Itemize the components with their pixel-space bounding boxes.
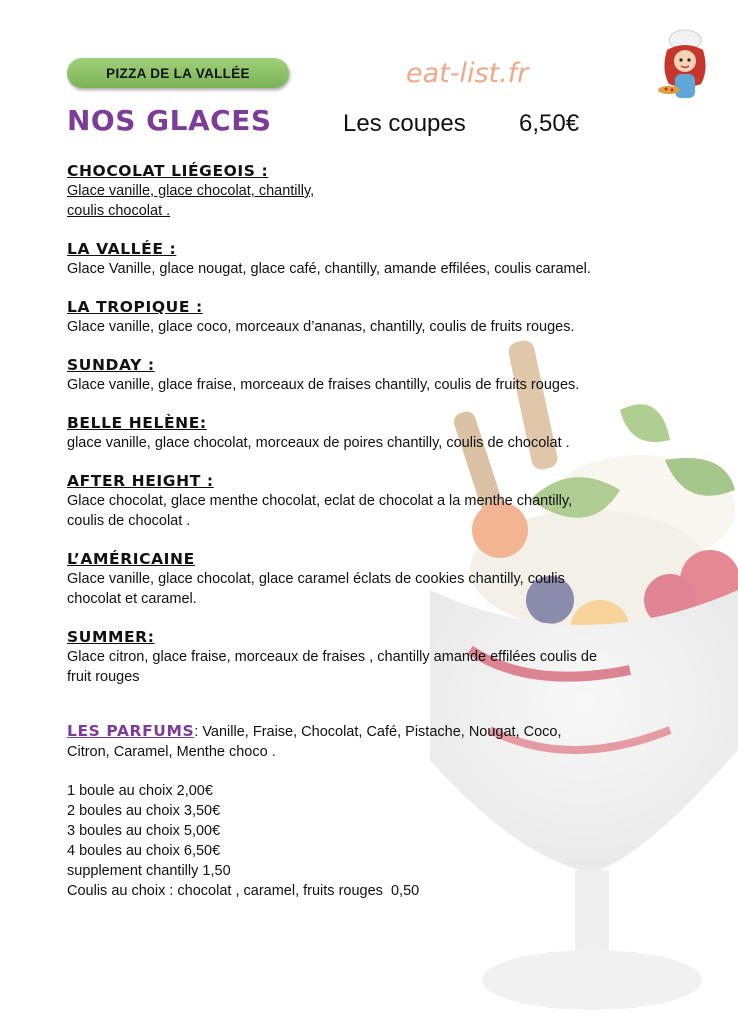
flavors-list-continued: Citron, Caramel, Menthe choco .	[67, 744, 276, 760]
flavors-label: LES PARFUMS	[67, 722, 195, 740]
flavors-list: : Vanille, Fraise, Chocolat, Café, Pistache, Nougat, Coco,	[194, 724, 562, 740]
section-title: SUNDAY :	[67, 356, 155, 374]
chef-mascot-icon	[655, 28, 713, 104]
price-line: 2 boules au choix 3,50€	[67, 803, 221, 819]
section-title: LA VALLÉE :	[67, 240, 177, 258]
section-title: BELLE HELÈNE:	[67, 414, 207, 432]
menu-section	[67, 161, 677, 221]
coupe-price: 6,50€	[519, 110, 580, 137]
section-description: coulis de chocolat .	[67, 513, 191, 529]
flavors-block	[67, 721, 667, 762]
restaurant-name-badge: PIZZA DE LA VALLÉE	[67, 58, 289, 88]
section-title: SUMMER:	[67, 628, 155, 646]
section-description: Glace citron, glace fraise, morceaux de fraises , chantilly amande effilées coulis de	[67, 649, 598, 665]
section-description: Glace vanille, glace chocolat, chantilly,	[67, 183, 315, 199]
section-description: Glace Vanille, glace nougat, glace café, chantilly, amande effilées, coulis caramel.	[67, 261, 591, 277]
section-description: fruit rouges	[67, 669, 140, 685]
menu-section	[67, 471, 677, 531]
price-line: 1 boule au choix 2,00€	[67, 783, 213, 799]
section-title: L’AMÉRICAINE	[67, 550, 195, 568]
page-title: NOS GLACES	[67, 104, 272, 137]
menu-section	[67, 355, 677, 395]
section-description: chocolat et caramel.	[67, 591, 197, 607]
section-description: coulis chocolat .	[67, 203, 171, 219]
menu-section	[67, 627, 677, 687]
page-subtitle: Les coupes	[343, 110, 466, 137]
section-description: Glace vanille, glace fraise, morceaux de fraises chantilly, coulis de fruits rouges.	[67, 377, 580, 393]
section-description: Glace vanille, glace coco, morceaux d’ananas, chantilly, coulis de fruits rouges.	[67, 319, 575, 335]
price-line: Coulis au choix : chocolat , caramel, fruits rouges 0,50	[67, 883, 420, 899]
scoop-prices	[67, 781, 419, 901]
price-line: 4 boules au choix 6,50€	[67, 843, 221, 859]
section-description: glace vanille, glace chocolat, morceaux de poires chantilly, coulis de chocolat .	[67, 435, 570, 451]
brand-watermark: eat-list.fr	[406, 58, 529, 89]
menu-section	[67, 239, 677, 279]
section-description: Glace chocolat, glace menthe chocolat, eclat de chocolat a la menthe chantilly,	[67, 493, 573, 509]
menu-section	[67, 549, 677, 609]
menu-section	[67, 413, 677, 453]
menu-section	[67, 297, 677, 337]
price-line: supplement chantilly 1,50	[67, 863, 231, 879]
section-description: Glace vanille, glace chocolat, glace caramel éclats de cookies chantilly, coulis	[67, 571, 565, 587]
price-line: 3 boules au choix 5,00€	[67, 823, 221, 839]
section-title: LA TROPIQUE :	[67, 298, 203, 316]
menu-sections	[67, 161, 677, 705]
section-title: CHOCOLAT LIÉGEOIS :	[67, 162, 269, 180]
section-title: AFTER HEIGHT :	[67, 472, 214, 490]
